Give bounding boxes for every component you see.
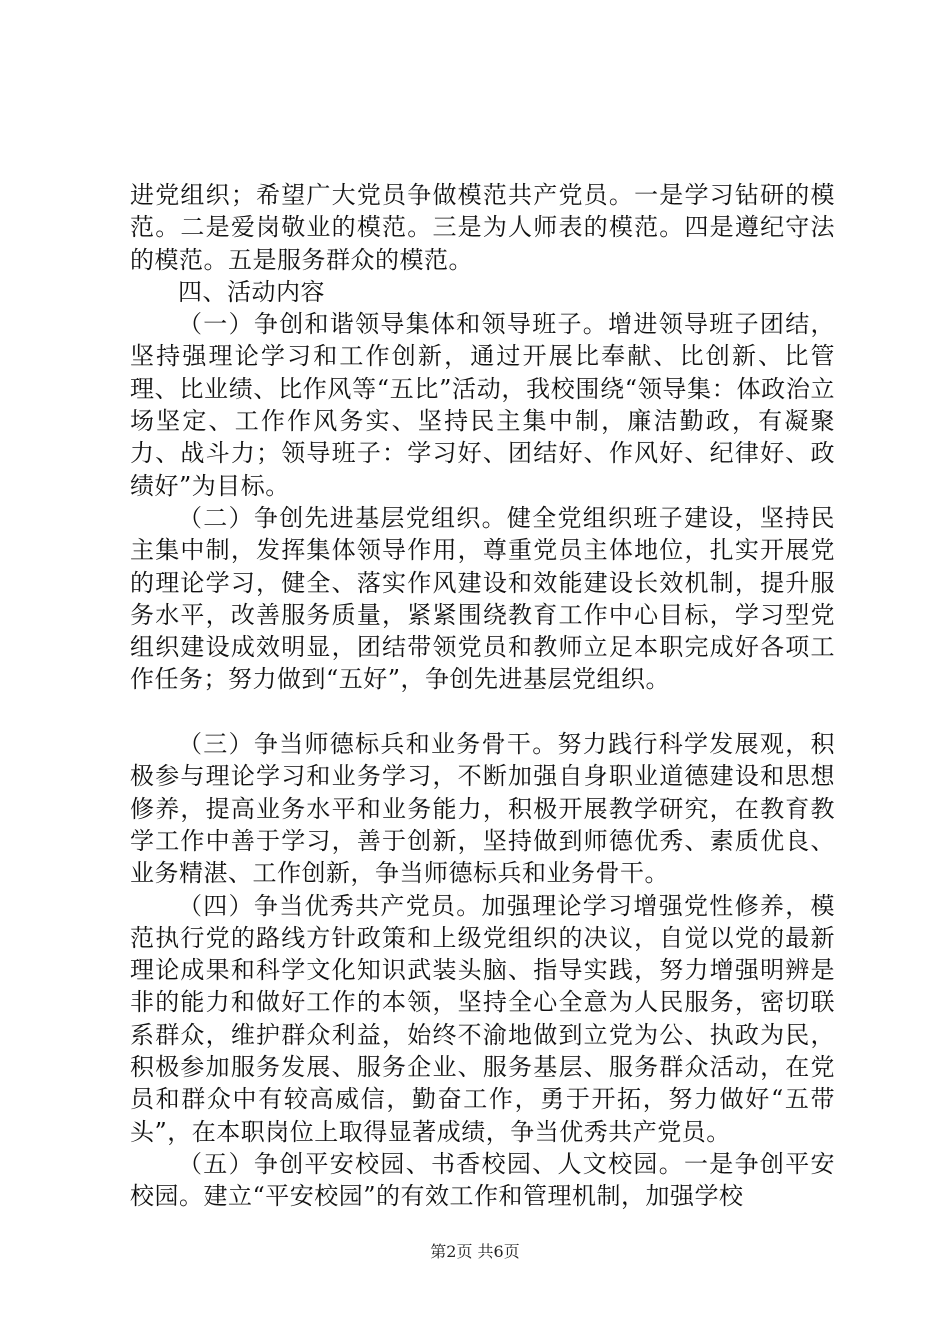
paragraph-item-3: （三）争当师德标兵和业务骨干。努力践行科学发展观，积极参与理论学习和业务学习，不断加强自身职业道德建设和思想修养，提高业务水平和业务能力，积极开展教学研究，在教育教学工作中善于学习，善于创新，坚持做到师德优秀、素质优良、业务精湛、工作创新，争当师德标兵和业务骨干。 [130, 730, 835, 888]
paragraph-continuation: 进党组织；希望广大党员争做模范共产党员。一是学习钻研的模范。二是爱岗敬业的模范。三是为人师表的模范。四是遵纪守法的模范。五是服务群众的模范。 [130, 181, 835, 274]
page-number-footer: 第2页 共6页 [430, 1242, 520, 1261]
paragraph-item-5: （五）争创平安校园、书香校园、人文校园。一是争创平安校园。建立“平安校园”的有效工作和管理机制，加强学校 [130, 1149, 835, 1211]
document-body [130, 179, 835, 1213]
section-heading: 四、活动内容 [178, 277, 325, 306]
paragraph-spacer [130, 696, 835, 728]
paragraph-item-1: （一）争创和谐领导集体和领导班子。增进领导班子团结，坚持强理论学习和工作创新，通过开展比奉献、比创新、比管理、比业绩、比作风等“五比”活动，我校围绕“领导集：体政治立场坚定、工作作风务实、坚持民主集中制，廉洁勤政，有凝聚力、战斗力；领导班子：学习好、团结好、作风好、纪律好、政绩好”为目标。 [130, 310, 835, 500]
paragraph-item-2: （二）争创先进基层党组织。健全党组织班子建设，坚持民主集中制，发挥集体领导作用，尊重党员主体地位，扎实开展党的理论学习，健全、落实作风建设和效能建设长效机制，提升服务水平，改善服务质量，紧紧围绕教育工作中心目标，学习型党组织建设成效明显，团结带领党员和教师立足本职完成好各项工作任务；努力做到“五好”，争创先进基层党组织。 [130, 503, 835, 694]
paragraph-item-4: （四）争当优秀共产党员。加强理论学习增强党性修养，模范执行党的路线方针政策和上级党组织的决议，自觉以党的最新理论成果和科学文化知识武装头脑、指导实践，努力增强明辨是非的能力和做好工作的本领，坚持全心全意为人民服务，密切联系群众，维护群众利益，始终不渝地做到立党为公、执政为民，积极参加服务发展、服务企业、服务基层、服务群众活动，在党员和群众中有较高威信，勤奋工作，勇于开拓，努力做好“五带头”，在本职岗位上取得显著成绩，争当优秀共产党员。 [130, 891, 835, 1146]
